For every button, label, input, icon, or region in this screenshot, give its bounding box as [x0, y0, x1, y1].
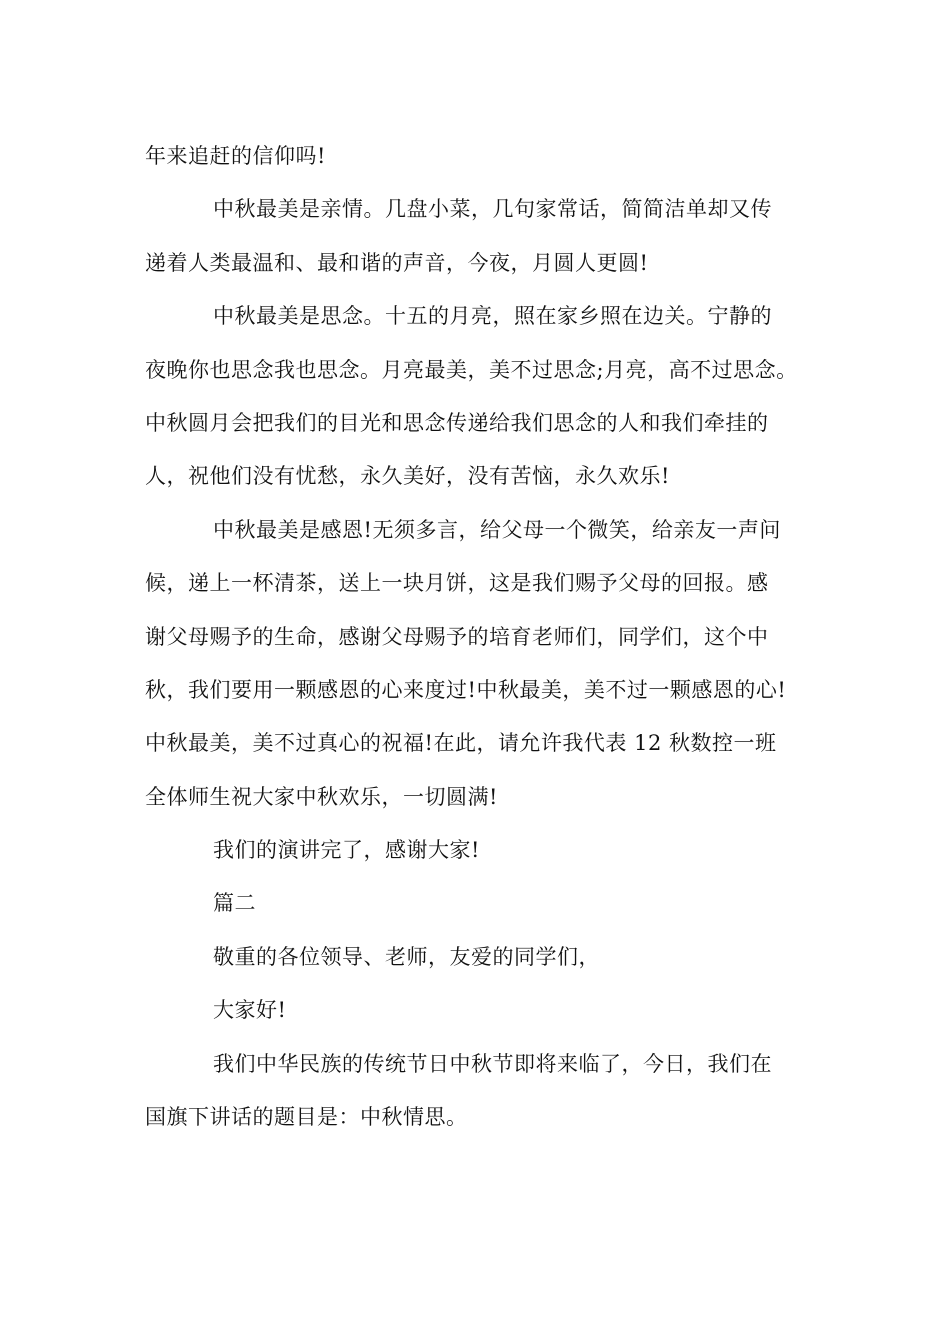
text-line: 中秋最美是思念。十五的月亮，照在家乡照在边关。宁静的	[213, 304, 772, 329]
text-line: 中秋最美是感恩!无须多言，给父母一个微笑，给亲友一声问	[213, 517, 781, 542]
text-line: 递着人类最温和、最和谐的声音，今夜，月圆人更圆!	[145, 250, 649, 275]
text-line: 秋，我们要用一颗感恩的心来度过!中秋最美，美不过一颗感恩的心!	[145, 677, 787, 702]
text-line: 候，递上一杯清茶，送上一块月饼，这是我们赐予父母的回报。感	[145, 571, 769, 596]
text-line: 我们的演讲完了，感谢大家!	[213, 838, 480, 863]
text-line: 中秋最美，美不过真心的祝福!在此，请允许我代表 12 秋数控一班	[145, 731, 777, 756]
text-line: 夜晚你也思念我也思念。月亮最美，美不过思念;月亮，高不过思念。	[145, 357, 798, 382]
text-line: 中秋最美是亲情。几盘小菜，几句家常话，简简洁单却又传	[213, 197, 772, 222]
text-line: 国旗下讲话的题目是：中秋情思。	[145, 1105, 468, 1130]
text-line: 谢父母赐予的生命，感谢父母赐予的培育老师们，同学们，这个中	[145, 624, 769, 649]
text-line: 敬重的各位领导、老师，友爱的同学们，	[213, 944, 600, 969]
document-body	[145, 130, 815, 1144]
text-line: 全体师生祝大家中秋欢乐，一切圆满!	[145, 784, 498, 809]
text-line: 篇二	[213, 891, 256, 916]
text-line: 年来追赶的信仰吗!	[145, 144, 326, 168]
text-line: 我们中华民族的传统节日中秋节即将来临了，今日，我们在	[213, 1051, 772, 1076]
text-line: 中秋圆月会把我们的目光和思念传递给我们思念的人和我们牵挂的	[145, 410, 769, 435]
text-line: 大家好!	[213, 998, 287, 1023]
text-line: 人，祝他们没有忧愁，永久美好，没有苦恼，永久欢乐!	[145, 464, 670, 489]
